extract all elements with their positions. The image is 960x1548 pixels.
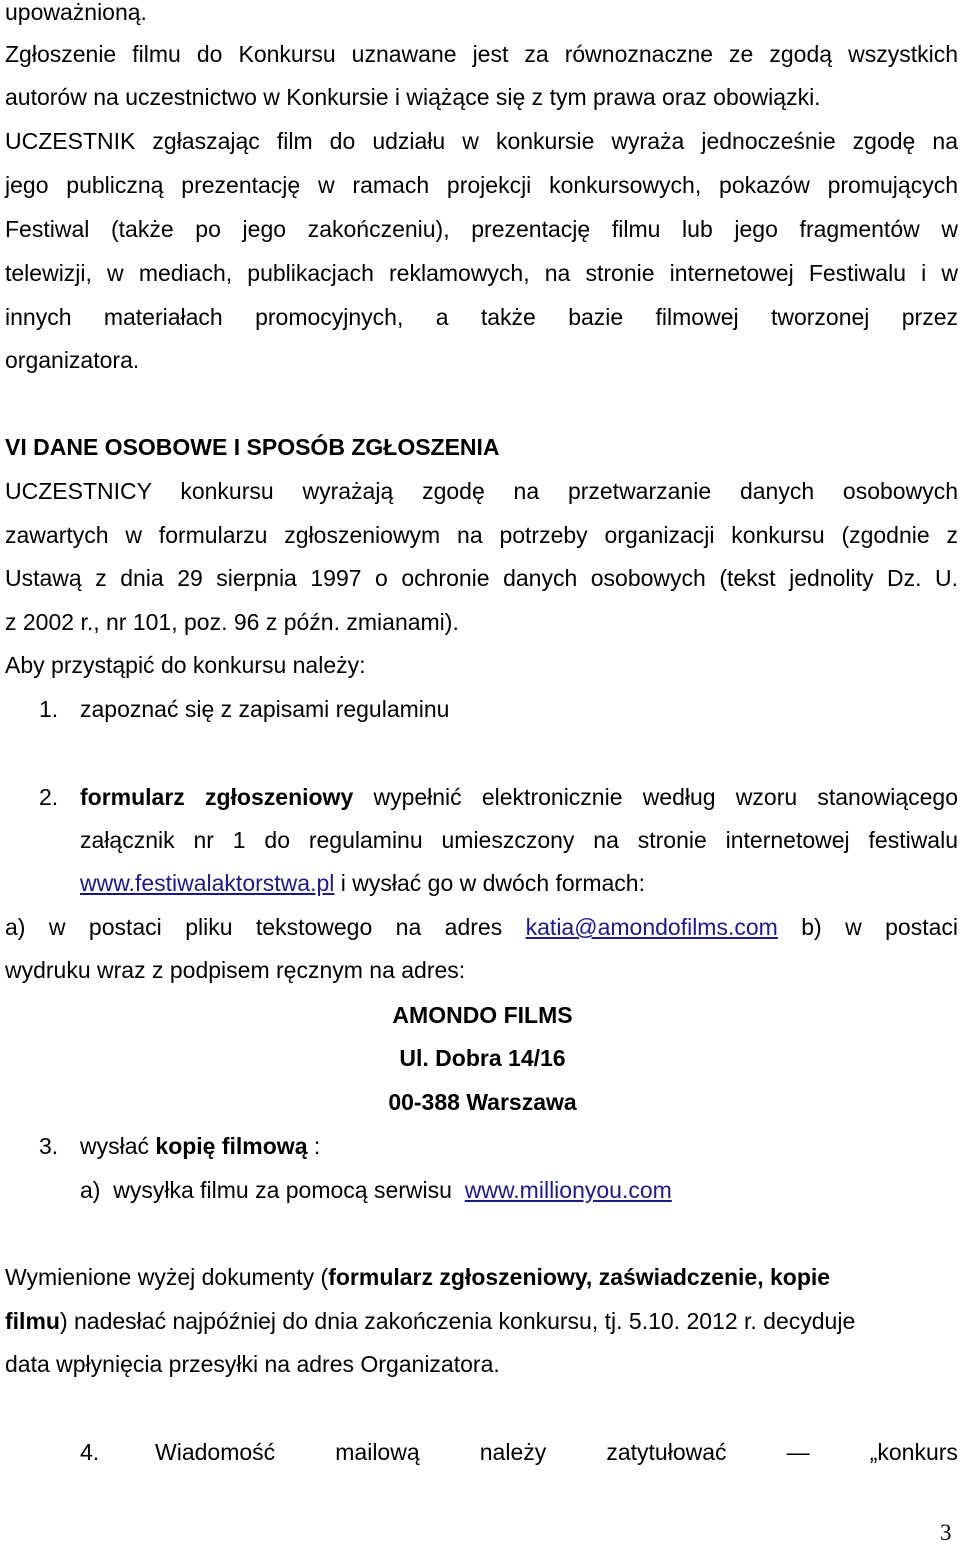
text-line: organizatora. [5,347,140,373]
bold-text: formularz zgłoszeniowy, zaświadczenie, kopie [328,1264,831,1290]
word: zatytułować [606,1439,727,1465]
millionyou-link[interactable]: www.millionyou.com [464,1177,672,1203]
list-item [80,1131,320,1161]
list-item: zapoznać się z zapisami regulaminu [80,696,450,722]
page-number: 3 [940,1520,952,1545]
text-line: załącznik nr 1 do regulaminu umieszczony na stronie internetowej festiwalu [80,827,958,853]
text-line: jego publiczną prezentację w ramach projekcji konkursowych, pokazów promujących [5,172,958,198]
address-line: AMONDO FILMS [392,1002,573,1028]
text-line: Zgłoszenie filmu do Konkursu uznawane jest za równoznaczne ze zgodą wszystkich [5,41,958,67]
text-line [80,868,645,898]
word: należy [479,1439,547,1465]
text-line: Aby przystąpić do konkursu należy: [5,652,366,678]
text-span: b) w postaci [777,914,959,940]
text-span: ) nadesłać najpóźniej do dnia zakończenia konkursu, tj. 5.10. 2012 r. decyduje [59,1308,856,1334]
email-link[interactable]: katia@amondofilms.com [525,914,778,940]
text-line: Ustawą z dnia 29 sierpnia 1997 o ochronie danych osobowych (tekst jednolity Dz. U. [5,565,958,591]
text-span: i wysłać go w dwóch formach: [334,870,645,896]
text-line: data wpłynięcia przesyłki na adres Organizatora. [5,1351,500,1377]
text-line: innych materiałach promocyjnych, a także bazie filmowej tworzonej przez [5,304,958,330]
text-span: Wymienione wyżej dokumenty ( [5,1264,329,1290]
list-subitem [80,1175,672,1205]
text-line [5,1306,855,1336]
dash: — [786,1439,810,1465]
word: Wiadomość [155,1439,276,1465]
text-line: telewizji, w mediach, publikacjach reklamowych, na stronie internetowej Festiwalu i w [5,260,958,286]
word: mailową [335,1439,420,1465]
festival-website-link[interactable]: www.festiwalaktorstwa.pl [80,870,335,896]
text-line: UCZESTNIK zgłaszając film do udziału w konkursie wyraża jednocześnie zgodę na [5,128,958,154]
text-line: zawartych w formularzu zgłoszeniowym na potrzeby organizacji konkursu (zgodnie z [5,522,958,548]
address-line: 00-388 Warszawa [388,1089,577,1115]
list-number: 4. [80,1439,100,1465]
text-line: upoważnioną. [5,0,147,25]
text-span: wysłać [80,1133,156,1159]
text-span: wypełnić elektronicznie według wzoru stanowiącego [353,784,958,810]
list-number: 3. [39,1133,59,1159]
bold-text: kopię filmową [155,1133,308,1159]
text-line: autorów na uczestnictwo w Konkursie i wiążące się z tym prawa oraz obowiązki. [5,84,821,110]
text-line: z 2002 r., nr 101, poz. 96 z późn. zmianami). [5,609,459,635]
list-number: 2. [39,784,59,810]
list-number: 1. [39,696,59,722]
text-span: : [307,1133,321,1159]
text-line [5,1262,830,1292]
bold-text: formularz zgłoszeniowy [80,784,354,810]
list-item [155,1437,958,1467]
bold-text: filmu [5,1308,60,1334]
text-line: UCZESTNICY konkursu wyrażają zgodę na przetwarzanie danych osobowych [5,478,958,504]
text-line [5,912,958,942]
word: „konkurs [869,1439,958,1465]
text-line: Festiwal (także po jego zakończeniu), prezentację filmu lub jego fragmentów w [5,216,958,242]
text-line: wydruku wraz z podpisem ręcznym na adres: [5,957,466,983]
section-heading: VI DANE OSOBOWE I SPOSÓB ZGŁOSZENIA [5,434,500,460]
address-line: Ul. Dobra 14/16 [399,1045,566,1071]
list-item [80,782,958,812]
text-span: a) w postaci pliku tekstowego na adres [5,914,526,940]
text-span: a) wysyłka filmu za pomocą serwisu [80,1177,465,1203]
